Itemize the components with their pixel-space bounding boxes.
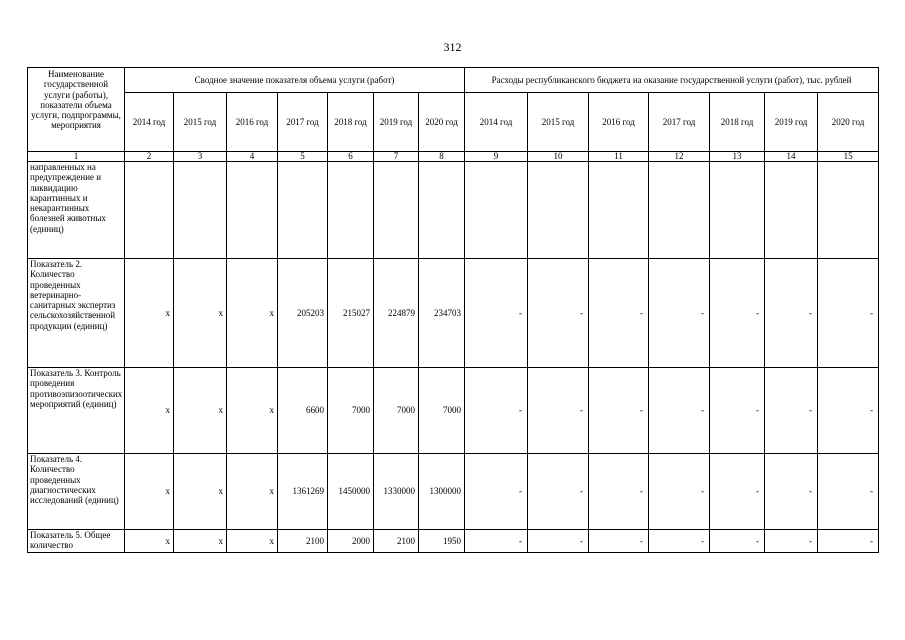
column-number: 1 (28, 152, 125, 162)
volume-cell: 215027 (328, 259, 374, 368)
expense-cell (528, 162, 589, 259)
header-row-groups (28, 68, 879, 93)
table-row (28, 162, 879, 259)
budget-table (27, 67, 879, 553)
column-number: 5 (278, 152, 328, 162)
header-volume-year: 2015 год (174, 93, 227, 152)
expense-cell (465, 162, 528, 259)
header-expense-year: 2017 год (649, 93, 710, 152)
expense-cell (710, 162, 765, 259)
volume-cell: х (227, 368, 278, 454)
column-number: 13 (710, 152, 765, 162)
column-number: 12 (649, 152, 710, 162)
volume-cell: х (227, 454, 278, 530)
volume-cell: х (174, 454, 227, 530)
expense-cell: - (765, 259, 818, 368)
volume-cell: 224879 (374, 259, 419, 368)
volume-cell: х (174, 530, 227, 553)
header-volume-year: 2014 год (125, 93, 174, 152)
volume-cell: х (125, 454, 174, 530)
expense-cell: - (465, 368, 528, 454)
row-name: Показатель 5. Общее количество (28, 530, 125, 553)
volume-cell (278, 162, 328, 259)
volume-cell: 7000 (419, 368, 465, 454)
column-number: 15 (818, 152, 879, 162)
header-volume-year: 2016 год (227, 93, 278, 152)
header-volume-year: 2017 год (278, 93, 328, 152)
volume-cell: 1330000 (374, 454, 419, 530)
volume-cell: х (125, 368, 174, 454)
volume-cell: х (227, 530, 278, 553)
expense-cell (818, 162, 879, 259)
expense-cell: - (589, 454, 649, 530)
volume-cell: 1950 (419, 530, 465, 553)
header-volume-year: 2020 год (419, 93, 465, 152)
expense-cell: - (710, 259, 765, 368)
header-expense-group: Расходы республиканского бюджета на оказание государственной услуги (работ), тыс. рублей (465, 68, 879, 93)
expense-cell: - (765, 368, 818, 454)
expense-cell: - (528, 530, 589, 553)
volume-cell: 205203 (278, 259, 328, 368)
header-expense-year: 2015 год (528, 93, 589, 152)
expense-cell: - (649, 454, 710, 530)
header-expense-year: 2018 год (710, 93, 765, 152)
header-row-years (28, 93, 879, 152)
table-row (28, 454, 879, 530)
row-name: направленных на предупреждение и ликвидацию карантинных и некарантинных болезней животных (единиц) (28, 162, 125, 259)
volume-cell: 2100 (374, 530, 419, 553)
expense-cell: - (528, 259, 589, 368)
expense-cell: - (710, 530, 765, 553)
volume-cell: 1300000 (419, 454, 465, 530)
row-name: Показатель 3. Контроль проведения противоэпизоотических мероприятий (единиц) (28, 368, 125, 454)
row-name: Показатель 4. Количество проведенных диагностических исследований (единиц) (28, 454, 125, 530)
header-expense-year: 2016 год (589, 93, 649, 152)
volume-cell: х (125, 259, 174, 368)
column-number: 7 (374, 152, 419, 162)
volume-cell: 2000 (328, 530, 374, 553)
column-number-row (28, 152, 879, 162)
header-volume-year: 2019 год (374, 93, 419, 152)
expense-cell: - (710, 368, 765, 454)
volume-cell: 1450000 (328, 454, 374, 530)
column-number: 14 (765, 152, 818, 162)
expense-cell: - (818, 530, 879, 553)
column-number: 2 (125, 152, 174, 162)
volume-cell: 6600 (278, 368, 328, 454)
column-number: 8 (419, 152, 465, 162)
expense-cell: - (818, 454, 879, 530)
volume-cell: х (125, 530, 174, 553)
expense-cell: - (528, 454, 589, 530)
column-number: 6 (328, 152, 374, 162)
header-expense-year: 2019 год (765, 93, 818, 152)
table-row (28, 368, 879, 454)
volume-cell: 1361269 (278, 454, 328, 530)
volume-cell: 7000 (328, 368, 374, 454)
volume-cell: 7000 (374, 368, 419, 454)
expense-cell: - (649, 259, 710, 368)
volume-cell (174, 162, 227, 259)
column-number: 3 (174, 152, 227, 162)
expense-cell: - (818, 368, 879, 454)
page-number: 312 (443, 40, 462, 54)
expense-cell (649, 162, 710, 259)
expense-cell: - (589, 259, 649, 368)
volume-cell (328, 162, 374, 259)
volume-cell: х (174, 368, 227, 454)
header-volume-year: 2018 год (328, 93, 374, 152)
expense-cell: - (765, 454, 818, 530)
table-row (28, 259, 879, 368)
expense-cell: - (465, 530, 528, 553)
expense-cell: - (589, 530, 649, 553)
column-number: 11 (589, 152, 649, 162)
expense-cell: - (818, 259, 879, 368)
expense-cell: - (765, 530, 818, 553)
header-expense-year: 2014 год (465, 93, 528, 152)
expense-cell: - (589, 368, 649, 454)
column-number: 4 (227, 152, 278, 162)
volume-cell: 234703 (419, 259, 465, 368)
header-name-column: Наименование государственной услуги (работы), показатели объема услуги, подпрограммы, мероприятия (28, 68, 125, 152)
volume-cell: 2100 (278, 530, 328, 553)
volume-cell (374, 162, 419, 259)
volume-cell: х (174, 259, 227, 368)
expense-cell: - (528, 368, 589, 454)
row-name: Показатель 2. Количество проведенных ветеринарно-санитарных экспертиз сельскохозяйственной продукции (единиц) (28, 259, 125, 368)
expense-cell: - (649, 368, 710, 454)
expense-cell: - (710, 454, 765, 530)
expense-cell: - (465, 454, 528, 530)
volume-cell (227, 162, 278, 259)
header-expense-year: 2020 год (818, 93, 879, 152)
volume-cell (125, 162, 174, 259)
expense-cell: - (649, 530, 710, 553)
header-volume-group: Сводное значение показателя объема услуги (работ) (125, 68, 465, 93)
volume-cell (419, 162, 465, 259)
expense-cell: - (465, 259, 528, 368)
expense-cell (765, 162, 818, 259)
table-row (28, 530, 879, 553)
column-number: 9 (465, 152, 528, 162)
expense-cell (589, 162, 649, 259)
volume-cell: х (227, 259, 278, 368)
column-number: 10 (528, 152, 589, 162)
